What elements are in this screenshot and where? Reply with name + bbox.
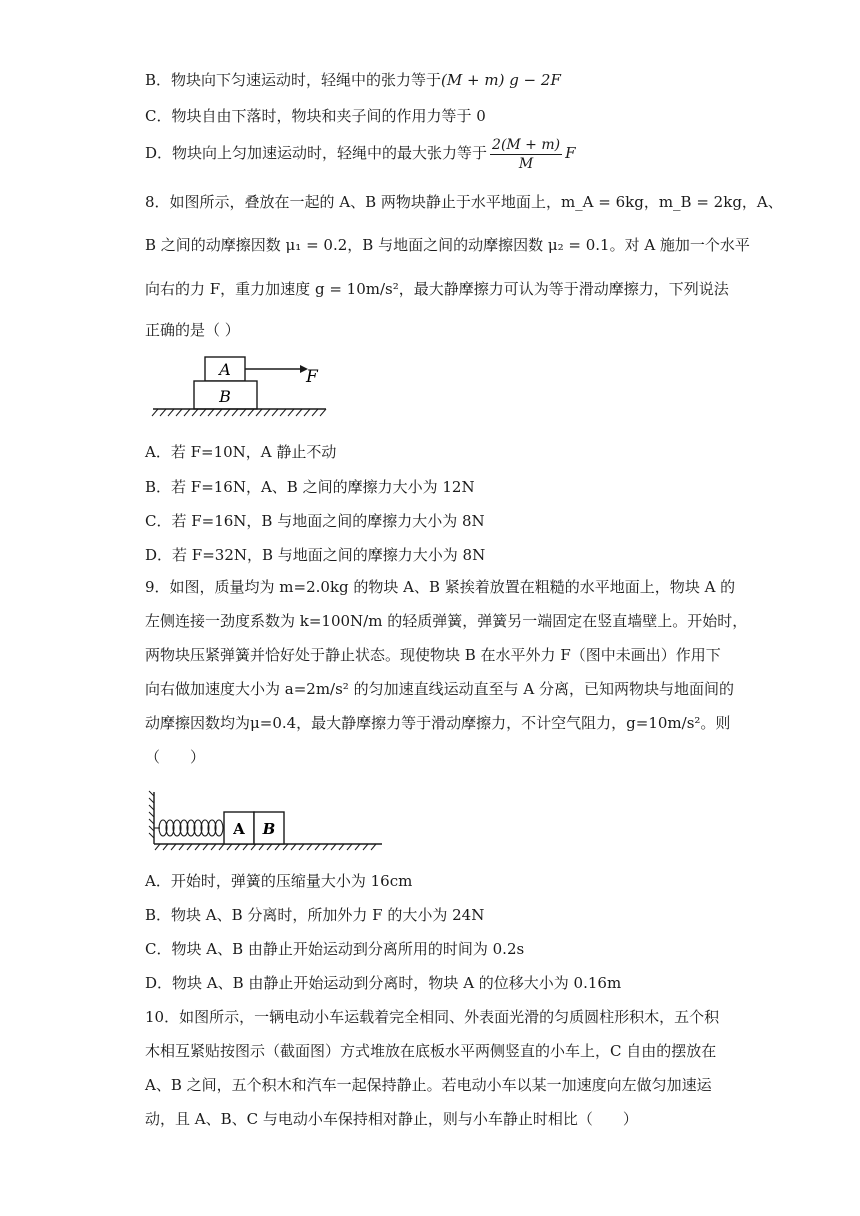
q7-option-d-suffix: F	[565, 144, 576, 162]
q9-stem-line-5: 动摩擦因数均为μ=0.4，最大静摩擦力等于滑动摩擦力，不计空气阻力，g=10m/s²。则	[145, 714, 731, 732]
q9-stem-line-3: 两物块压紧弹簧并恰好处于静止状态。现使物块 B 在水平外力 F（图中未画出）作用下	[145, 646, 721, 664]
q10-stem-line-1: 10．如图所示，一辆电动小车运载着完全相同、外表面光滑的匀质圆柱形积木，五个积	[145, 1008, 720, 1026]
q8-stem-line-3: 向右的力 F，重力加速度 g = 10m/s²，最大静摩擦力可认为等于滑动摩擦力，下列说法	[145, 280, 729, 298]
q8-stem-line-4: 正确的是（ ）	[145, 321, 240, 339]
q9-spring-icon	[154, 820, 223, 836]
q7-option-b	[145, 70, 561, 90]
q8-block-a-label: A	[219, 360, 231, 379]
q9-block-b-label: B	[262, 820, 276, 838]
q9-option-a: A．开始时，弹簧的压缩量大小为 16cm	[145, 872, 413, 890]
q9-ground-hatching	[155, 844, 376, 850]
q8-block-b-label: B	[219, 387, 231, 406]
q9-option-d: D．物块 A、B 由静止开始运动到分离时，物块 A 的位移大小为 0.16m	[145, 974, 622, 992]
q10-stem-line-3: A、B 之间，五个积木和汽车一起保持静止。若电动小车以某一加速度向左做匀加速运	[145, 1076, 712, 1094]
q8-force-label: F	[306, 367, 318, 387]
q9-stem-line-2: 左侧连接一劲度系数为 k=100N/m 的轻质弹簧，弹簧另一端固定在竖直墙壁上。开始时，	[145, 612, 748, 630]
q9-stem-line-1: 9．如图，质量均为 m=2.0kg 的物块 A、B 紧挨着放置在粗糙的水平地面上，物块 A 的	[145, 578, 736, 596]
q8-option-c: C．若 F=16N，B 与地面之间的摩擦力大小为 8N	[145, 512, 485, 530]
q9-figure	[146, 788, 386, 852]
q8-stem-line-2: B 之间的动摩擦因数 μ₁ = 0.2，B 与地面之间的动摩擦因数 μ₂ = 0.1。对 A 施加一个水平	[145, 236, 750, 254]
q8-option-d: D．若 F=32N，B 与地面之间的摩擦力大小为 8N	[145, 546, 486, 564]
q8-option-a: A．若 F=10N，A 静止不动	[145, 443, 337, 461]
q8-stem-line-1: 8．如图所示，叠放在一起的 A、B 两物块静止于水平地面上，m_A = 6kg，m_B = 2kg，A、	[145, 193, 783, 211]
q7-option-d-fraction	[490, 136, 562, 173]
q8-option-b: B．若 F=16N，A、B 之间的摩擦力大小为 12N	[145, 478, 475, 496]
q8-ground-hatching	[152, 409, 326, 416]
q7-option-c: C．物块自由下落时，物块和夹子间的作用力等于 0	[145, 107, 486, 125]
q9-stem-line-4: 向右做加速度大小为 a=2m/s² 的匀加速直线运动直至与 A 分离，已知两物块与地面间的	[145, 680, 734, 698]
q7-option-b-text: B．物块向下匀速运动时，轻绳中的张力等于	[145, 71, 442, 89]
q8-figure	[150, 352, 350, 422]
q7-option-d-numerator: 2(M + m)	[492, 136, 561, 153]
q7-option-d-denominator: M	[518, 155, 534, 172]
q7-option-d	[145, 133, 576, 173]
q9-option-c: C．物块 A、B 由静止开始运动到分离所用的时间为 0.2s	[145, 940, 525, 958]
q9-option-b: B．物块 A、B 分离时，所加外力 F 的大小为 24N	[145, 906, 485, 924]
q9-wall-hatching	[149, 791, 154, 838]
q10-stem-line-4: 动，且 A、B、C 与电动小车保持相对静止，则与小车静止时相比（ ）	[145, 1110, 638, 1128]
q9-stem-line-6: （ ）	[145, 748, 206, 766]
q7-option-b-formula: (M + m) g − 2F	[441, 71, 561, 89]
q9-block-a-label: A	[233, 820, 245, 838]
q10-stem-line-2: 木相互紧贴按图示（截面图）方式堆放在底板水平两侧竖直的小车上，C 自由的摆放在	[145, 1042, 717, 1060]
q7-option-d-text: D．物块向上匀加速运动时，轻绳中的最大张力等于	[145, 144, 488, 162]
